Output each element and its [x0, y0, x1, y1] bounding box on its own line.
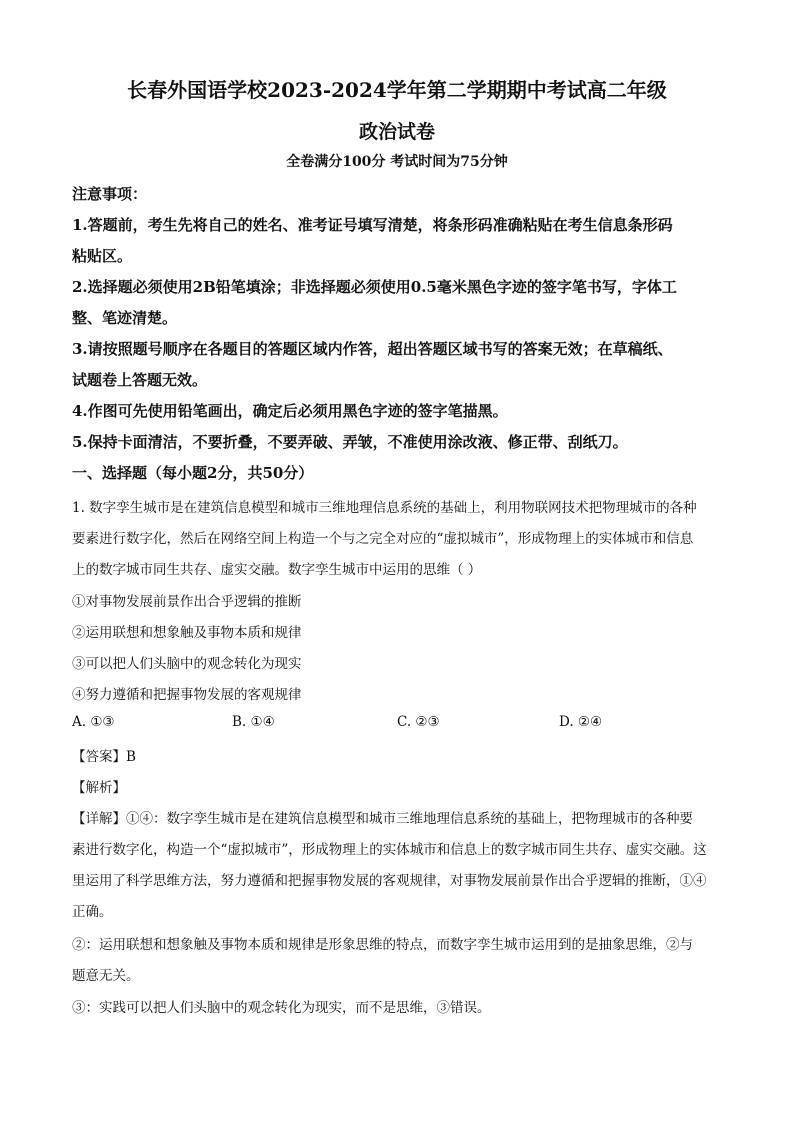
- analysis-line: ③：实践可以把人们头脑中的观念转化为现实，而不是思维，③错误。: [72, 1000, 491, 1016]
- question-stem-line: 上的数字城市同生共存、虚实交融。数字孪生城市中运用的思维（ ）: [72, 562, 482, 578]
- option-c: C. ②③: [397, 714, 440, 730]
- analysis-line: 里运用了科学思维方法，努力遵循和把握事物发展的客观规律，对事物发展前景作出合乎逻辑的推断，①④: [72, 873, 707, 889]
- analysis-line: 正确。: [72, 904, 113, 920]
- option-d: D. ②④: [559, 714, 603, 730]
- subject-title: 政治试卷: [358, 121, 435, 143]
- notice-line: 整、笔迹清楚。: [72, 309, 178, 327]
- statement-1: ①对事物发展前景作出合乎逻辑的推断: [72, 594, 302, 610]
- notice-line: 粘贴区。: [72, 247, 133, 265]
- answer-label: 【答案】B: [72, 749, 136, 765]
- option-a: A. ①③: [72, 714, 115, 730]
- notice-line: 5.保持卡面清洁，不要折叠，不要弄破、弄皱，不准使用涂改液、修正带、刮纸刀。: [72, 433, 628, 451]
- analysis-line: 【详解】①④：数字孪生城市是在建筑信息模型和城市三维地理信息系统的基础上，把物理城市的各种要: [72, 811, 693, 827]
- notice-line: 2.选择题必须使用2B铅笔填涂；非选择题必须使用0.5毫米黑色字迹的签字笔书写，字体工: [72, 278, 677, 296]
- exam-meta: 全卷满分100分 考试时间为75分钟: [286, 154, 508, 170]
- option-b: B. ①④: [232, 714, 275, 730]
- question-stem-line: 要素进行数字化，然后在网络空间上构造一个与之完全对应的“虚拟城市”，形成物理上的实体城市和信息: [72, 531, 694, 547]
- statement-4: ④努力遵循和把握事物发展的客观规律: [72, 687, 302, 703]
- notice-line: 4.作图可先使用铅笔画出，确定后必须用黑色字迹的签字笔描黑。: [72, 402, 508, 420]
- analysis-line: 素进行数字化，构造一个“虚拟城市”，形成物理上的实体城市和信息上的数字城市同生共存、虚实交融。这: [72, 842, 707, 858]
- exam-title: 长春外国语学校2023-2024学年第二学期期中考试高二年级: [127, 78, 667, 102]
- section-heading: 一、选择题（每小题2分，共50分）: [72, 464, 314, 482]
- notice-line: 1.答题前，考生先将自己的姓名、准考证号填写清楚，将条形码准确粘贴在考生信息条形码: [72, 216, 673, 234]
- notice-heading: 注意事项：: [72, 185, 148, 203]
- analysis-line: ②：运用联想和想象触及事物本质和规律是形象思维的特点，而数字孪生城市运用到的是抽象思维，②与: [72, 937, 693, 953]
- question-stem-line: 1. 数字孪生城市是在建筑信息模型和城市三维地理信息系统的基础上，利用物联网技术把物理城市的各种: [72, 500, 697, 516]
- analysis-line: 题意无关。: [72, 968, 140, 984]
- statement-3: ③可以把人们头脑中的观念转化为现实: [72, 656, 302, 672]
- analysis-label: 【解析】: [72, 780, 126, 796]
- statement-2: ②运用联想和想象触及事物本质和规律: [72, 625, 302, 641]
- notice-line: 3.请按照题号顺序在各题目的答题区域内作答，超出答题区域书写的答案无效；在草稿纸、: [72, 340, 673, 358]
- notice-line: 试题卷上答题无效。: [72, 371, 208, 389]
